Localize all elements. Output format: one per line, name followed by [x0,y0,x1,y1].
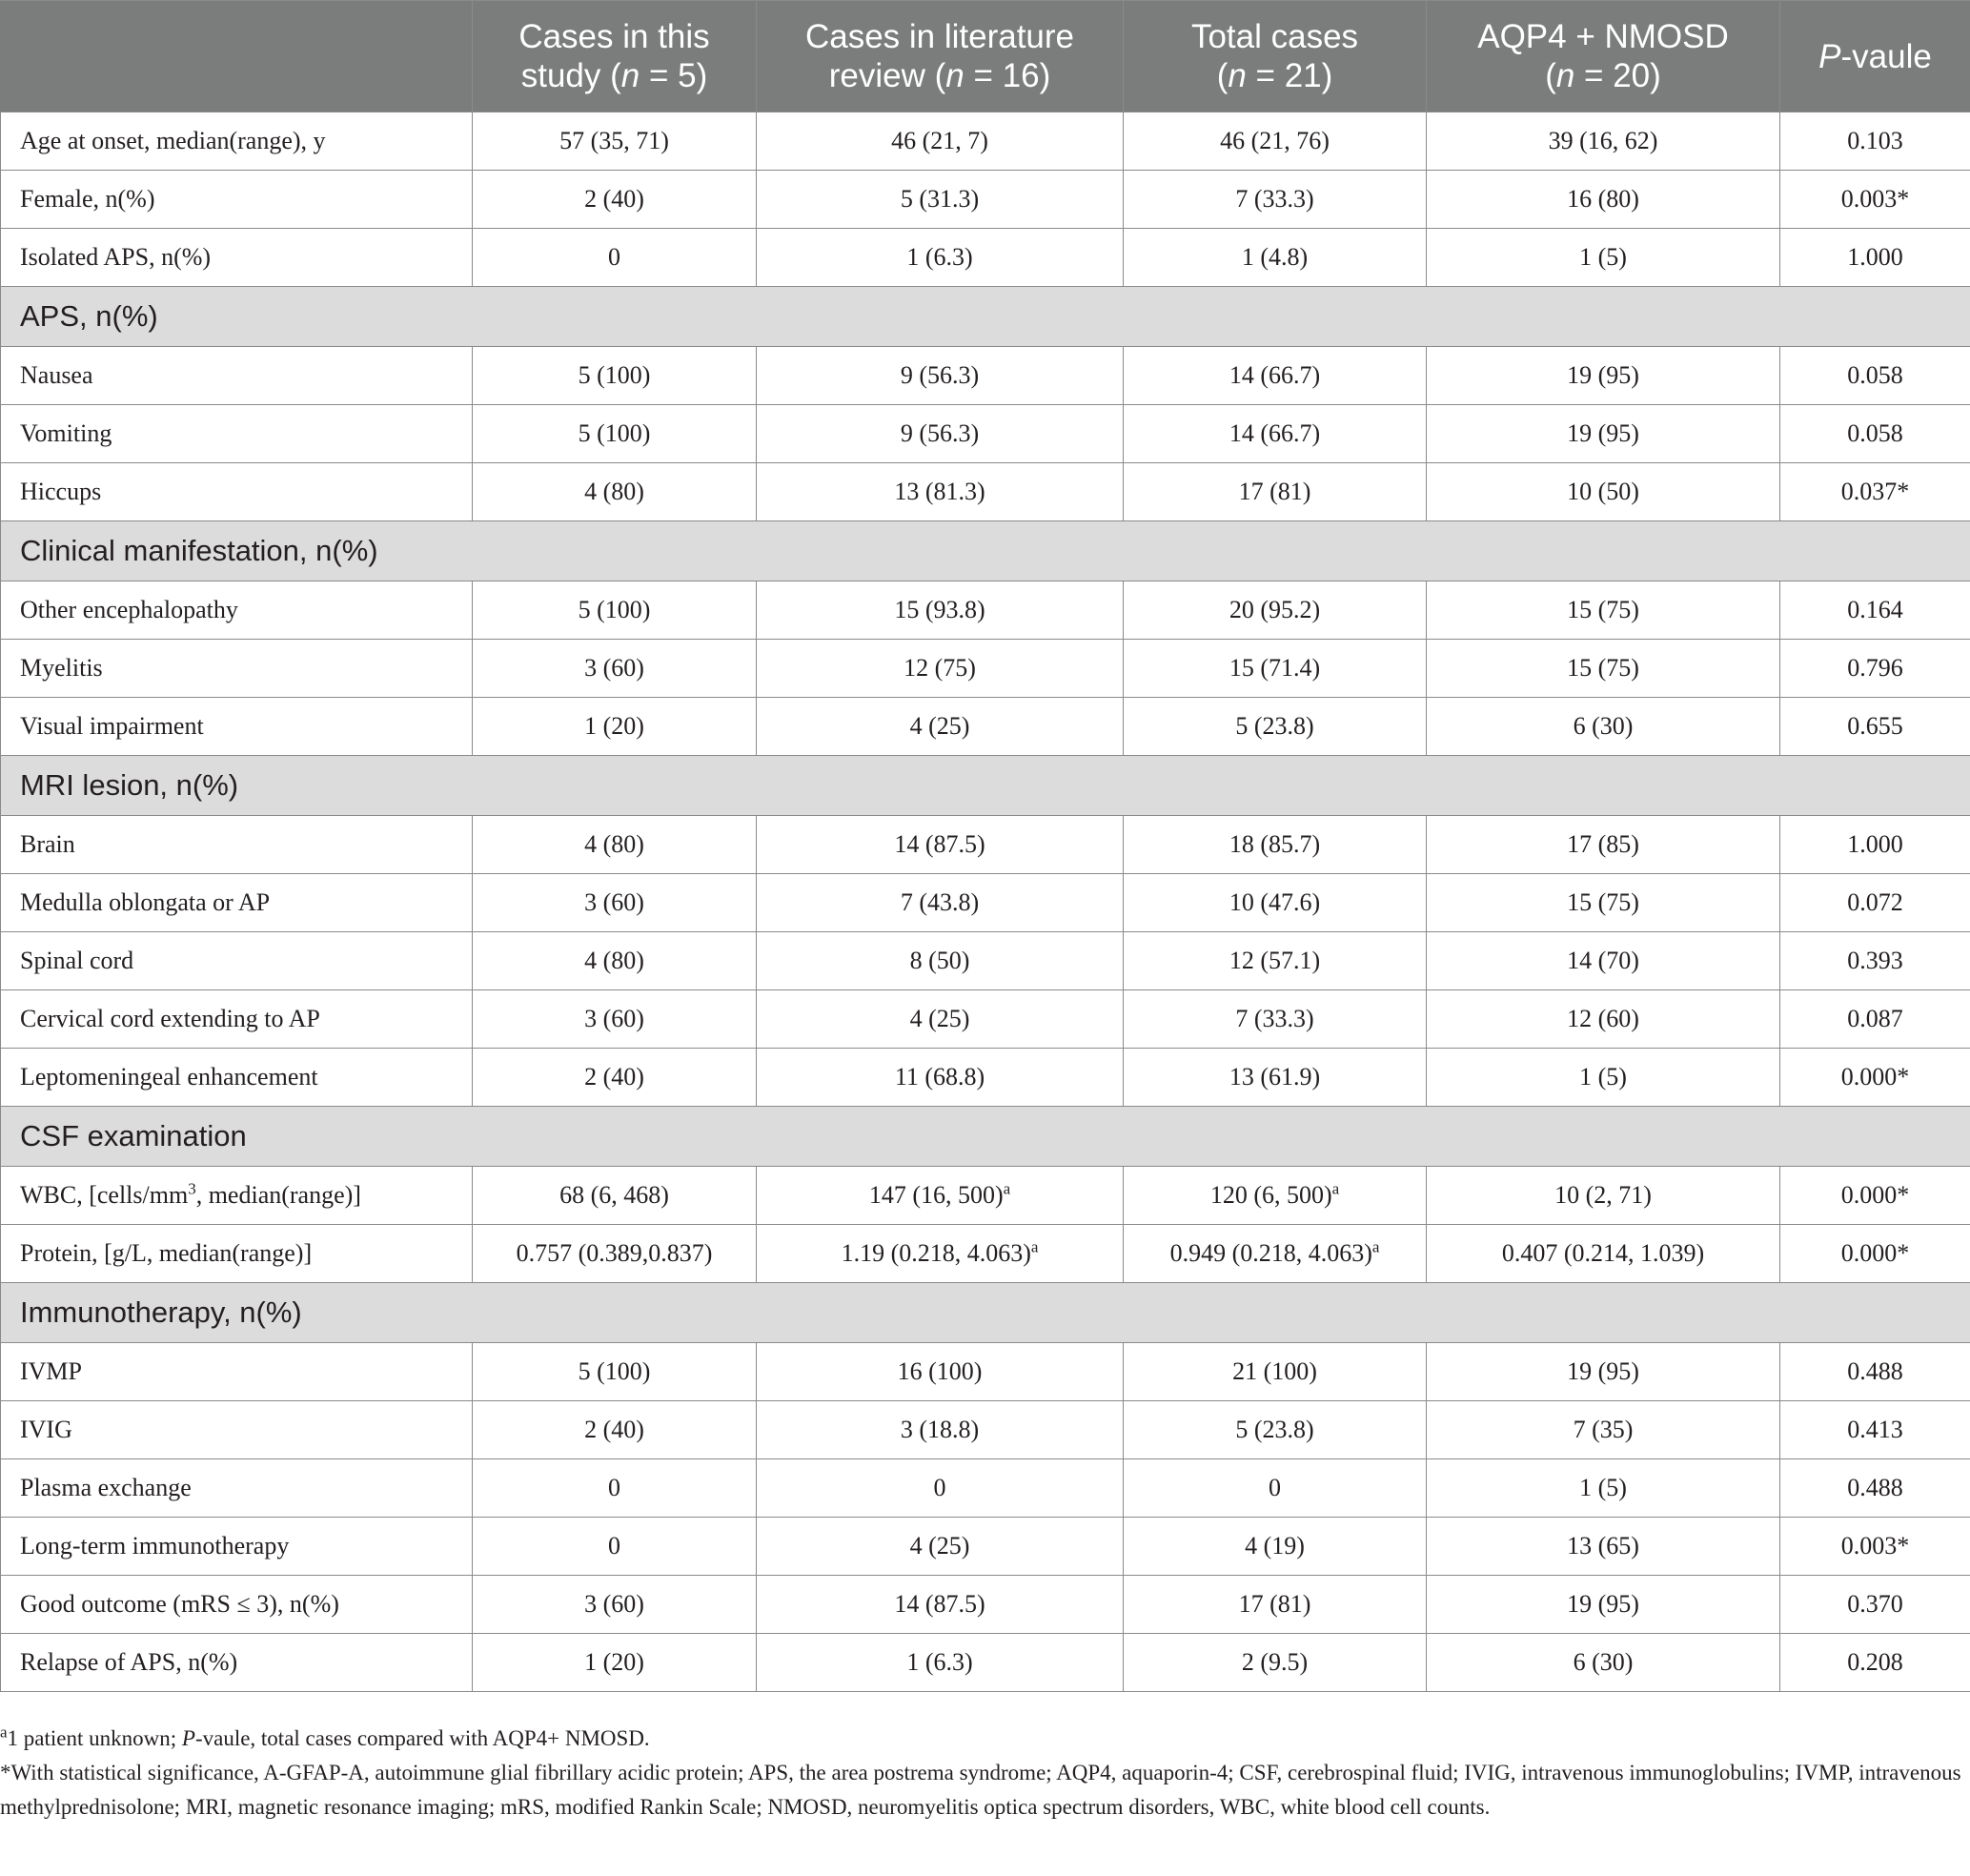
cell-literature: 16 (100) [757,1343,1124,1401]
cell-total: 12 (57.1) [1124,932,1427,990]
cell-literature: 147 (16, 500)$^a$ [757,1167,1124,1225]
footnote-a: $^a$1 patient unknown; P-vaule, total cases compared with AQP4+ NMOSD. [0,1723,650,1750]
cell-total: 18 (85.7) [1124,816,1427,874]
cell-this-study: 3 (60) [473,1576,757,1634]
cell-total: 4 (19) [1124,1518,1427,1576]
section-label: Clinical manifestation, n(%) [1,521,1970,581]
row-label: Protein, [g/L, median(range)] [1,1225,473,1283]
cell-total: 5 (23.8) [1124,698,1427,756]
table-row [1,1459,1970,1518]
row-label: Leptomeningeal enhancement [1,1049,473,1107]
cell-literature: 46 (21, 7) [757,112,1124,171]
row-label: Long-term immunotherapy [1,1518,473,1576]
cell-p-value: 0.370 [1780,1576,1970,1634]
table-row [1,1576,1970,1634]
header-row [1,1,1970,112]
cell-p-value: 0.103 [1780,112,1970,171]
row-label: WBC, [$cells/mm^3$, median(range)] [1,1167,473,1225]
cell-p-value: 0.000* [1780,1225,1970,1283]
cell-p-value: 0.393 [1780,932,1970,990]
cell-this-study: 57 (35, 71) [473,112,757,171]
cell-aqp4: 19 (95) [1427,1343,1780,1401]
cell-aqp4: 19 (95) [1427,347,1780,405]
table-row [1,1518,1970,1576]
cell-p-value: 0.003* [1780,171,1970,229]
cell-total: 5 (23.8) [1124,1401,1427,1459]
cell-literature: 14 (87.5) [757,1576,1124,1634]
cell-total: 120 (6, 500)$^a$ [1124,1167,1427,1225]
cell-aqp4: 15 (75) [1427,874,1780,932]
header-empty [1,1,473,112]
cell-aqp4: 0.407 (0.214, 1.039) [1427,1225,1780,1283]
cell-p-value: 0.003* [1780,1518,1970,1576]
cell-this-study: 0 [473,1459,757,1518]
table-row [1,171,1970,229]
cell-literature: 1.19 (0.218, 4.063)$^a$ [757,1225,1124,1283]
cell-literature: 9 (56.3) [757,347,1124,405]
cell-this-study: 4 (80) [473,816,757,874]
cell-this-study: 3 (60) [473,990,757,1049]
row-label: Age at onset, median(range), y [1,112,473,171]
table-row [1,347,1970,405]
cell-this-study: 0.757 (0.389,0.837) [473,1225,757,1283]
table-row [1,581,1970,640]
cell-p-value: 0.655 [1780,698,1970,756]
table-row [1,1634,1970,1692]
cell-this-study: 4 (80) [473,932,757,990]
cell-literature: 12 (75) [757,640,1124,698]
cell-this-study: 0 [473,229,757,287]
cell-aqp4: 10 (50) [1427,463,1780,521]
cell-total: 15 (71.4) [1124,640,1427,698]
cell-total: 21 (100) [1124,1343,1427,1401]
cell-literature: 13 (81.3) [757,463,1124,521]
section-row-immunotherapy [1,1283,1970,1343]
row-label: Female, n(%) [1,171,473,229]
cell-p-value: 0.488 [1780,1343,1970,1401]
cell-this-study: 0 [473,1518,757,1576]
cell-literature: 1 (6.3) [757,1634,1124,1692]
cell-literature: 9 (56.3) [757,405,1124,463]
cell-this-study: 5 (100) [473,1343,757,1401]
cell-total: 13 (61.9) [1124,1049,1427,1107]
row-label: Other encephalopathy [1,581,473,640]
cell-total: 17 (81) [1124,463,1427,521]
cell-p-value: 0.000* [1780,1049,1970,1107]
cell-literature: 14 (87.5) [757,816,1124,874]
cell-p-value: 0.037* [1780,463,1970,521]
table-row [1,112,1970,171]
cell-literature: 4 (25) [757,990,1124,1049]
table-row [1,816,1970,874]
cell-this-study: 2 (40) [473,1401,757,1459]
cell-aqp4: 6 (30) [1427,698,1780,756]
cell-total: 17 (81) [1124,1576,1427,1634]
cell-literature: 7 (43.8) [757,874,1124,932]
header-total-cases: Total cases (n = 21) [1124,1,1427,112]
table-footnotes [0,1722,1963,1825]
row-label: Relapse of APS, n(%) [1,1634,473,1692]
table-row [1,405,1970,463]
cell-this-study: 2 (40) [473,1049,757,1107]
cell-this-study: 1 (20) [473,698,757,756]
cell-literature: 5 (31.3) [757,171,1124,229]
row-label: Hiccups [1,463,473,521]
cell-literature: 0 [757,1459,1124,1518]
table-row [1,698,1970,756]
cell-total: 10 (47.6) [1124,874,1427,932]
cell-p-value: 1.000 [1780,229,1970,287]
row-label: Plasma exchange [1,1459,473,1518]
cell-literature: 3 (18.8) [757,1401,1124,1459]
cell-p-value: 0.058 [1780,405,1970,463]
table-row [1,874,1970,932]
row-label: Good outcome (mRS ≤ 3), n(%) [1,1576,473,1634]
table-row [1,229,1970,287]
cell-p-value: 0.072 [1780,874,1970,932]
table-row [1,463,1970,521]
header-literature-review: Cases in literature review (n = 16) [757,1,1124,112]
cell-total: 14 (66.7) [1124,347,1427,405]
row-label: Vomiting [1,405,473,463]
header-this-study: Cases in this study (n = 5) [473,1,757,112]
row-label: Visual impairment [1,698,473,756]
cell-literature: 1 (6.3) [757,229,1124,287]
cell-this-study: 68 (6, 468) [473,1167,757,1225]
cell-p-value: 0.796 [1780,640,1970,698]
cell-this-study: 5 (100) [473,347,757,405]
cell-p-value: 0.000* [1780,1167,1970,1225]
section-row-csf [1,1107,1970,1167]
cell-this-study: 2 (40) [473,171,757,229]
table-row [1,1401,1970,1459]
section-label: APS, n(%) [1,287,1970,347]
cell-this-study: 5 (100) [473,405,757,463]
table-row [1,640,1970,698]
row-label: Myelitis [1,640,473,698]
cell-literature: 8 (50) [757,932,1124,990]
cell-aqp4: 1 (5) [1427,229,1780,287]
cell-aqp4: 16 (80) [1427,171,1780,229]
footnote-abbreviations: *With statistical significance, A-GFAP-A, autoimmune glial fibrillary acidic protein; APS, the area postrema syndrome; AQP4, aquaporin-4; CSF, cerebrospinal fluid; IVIG, intravenous immunoglobulins; IVMP, intravenous methylprednisolone; MRI, magnetic resonance imaging; mRS, modified Rankin Scale; NMOSD, neuromyelitis optica spectrum disorders, WBC, white blood cell counts. [0,1761,1961,1819]
cell-aqp4: 19 (95) [1427,1576,1780,1634]
cell-aqp4: 13 (65) [1427,1518,1780,1576]
section-row-clinical [1,521,1970,581]
cell-aqp4: 7 (35) [1427,1401,1780,1459]
cell-total: 0.949 (0.218, 4.063)$^a$ [1124,1225,1427,1283]
cell-total: 7 (33.3) [1124,171,1427,229]
cell-total: 2 (9.5) [1124,1634,1427,1692]
table-row [1,1167,1970,1225]
cell-total: 0 [1124,1459,1427,1518]
row-label: Cervical cord extending to AP [1,990,473,1049]
section-row-aps [1,287,1970,347]
cell-literature: 15 (93.8) [757,581,1124,640]
cell-total: 7 (33.3) [1124,990,1427,1049]
row-label: IVIG [1,1401,473,1459]
cell-total: 1 (4.8) [1124,229,1427,287]
cell-aqp4: 17 (85) [1427,816,1780,874]
cell-aqp4: 14 (70) [1427,932,1780,990]
cell-p-value: 0.488 [1780,1459,1970,1518]
cell-literature: 11 (68.8) [757,1049,1124,1107]
cell-this-study: 5 (100) [473,581,757,640]
table-row [1,1225,1970,1283]
cell-literature: 4 (25) [757,1518,1124,1576]
cell-this-study: 4 (80) [473,463,757,521]
cell-aqp4: 12 (60) [1427,990,1780,1049]
cell-this-study: 3 (60) [473,640,757,698]
row-label: Brain [1,816,473,874]
cell-aqp4: 6 (30) [1427,1634,1780,1692]
row-label: Isolated APS, n(%) [1,229,473,287]
table-row [1,990,1970,1049]
cell-this-study: 1 (20) [473,1634,757,1692]
section-label: Immunotherapy, n(%) [1,1283,1970,1343]
cell-p-value: 1.000 [1780,816,1970,874]
cell-aqp4: 39 (16, 62) [1427,112,1780,171]
cell-this-study: 3 (60) [473,874,757,932]
header-aqp4-nmosd: AQP4 + NMOSD (n = 20) [1427,1,1780,112]
table-row [1,1049,1970,1107]
cell-aqp4: 1 (5) [1427,1049,1780,1107]
cell-p-value: 0.208 [1780,1634,1970,1692]
cell-aqp4: 15 (75) [1427,581,1780,640]
table-row [1,1343,1970,1401]
cell-total: 46 (21, 76) [1124,112,1427,171]
section-row-mri [1,756,1970,816]
cell-total: 20 (95.2) [1124,581,1427,640]
row-label: Spinal cord [1,932,473,990]
section-label: MRI lesion, n(%) [1,756,1970,816]
cell-literature: 4 (25) [757,698,1124,756]
cell-aqp4: 1 (5) [1427,1459,1780,1518]
section-label: CSF examination [1,1107,1970,1167]
cell-aqp4: 19 (95) [1427,405,1780,463]
cell-p-value: 0.413 [1780,1401,1970,1459]
cell-total: 14 (66.7) [1124,405,1427,463]
cell-p-value: 0.087 [1780,990,1970,1049]
cell-p-value: 0.164 [1780,581,1970,640]
cell-p-value: 0.058 [1780,347,1970,405]
table-row [1,932,1970,990]
cell-aqp4: 15 (75) [1427,640,1780,698]
cell-aqp4: 10 (2, 71) [1427,1167,1780,1225]
row-label: Nausea [1,347,473,405]
header-p-value: P-vaule [1780,1,1970,112]
row-label: IVMP [1,1343,473,1401]
row-label: Medulla oblongata or AP [1,874,473,932]
